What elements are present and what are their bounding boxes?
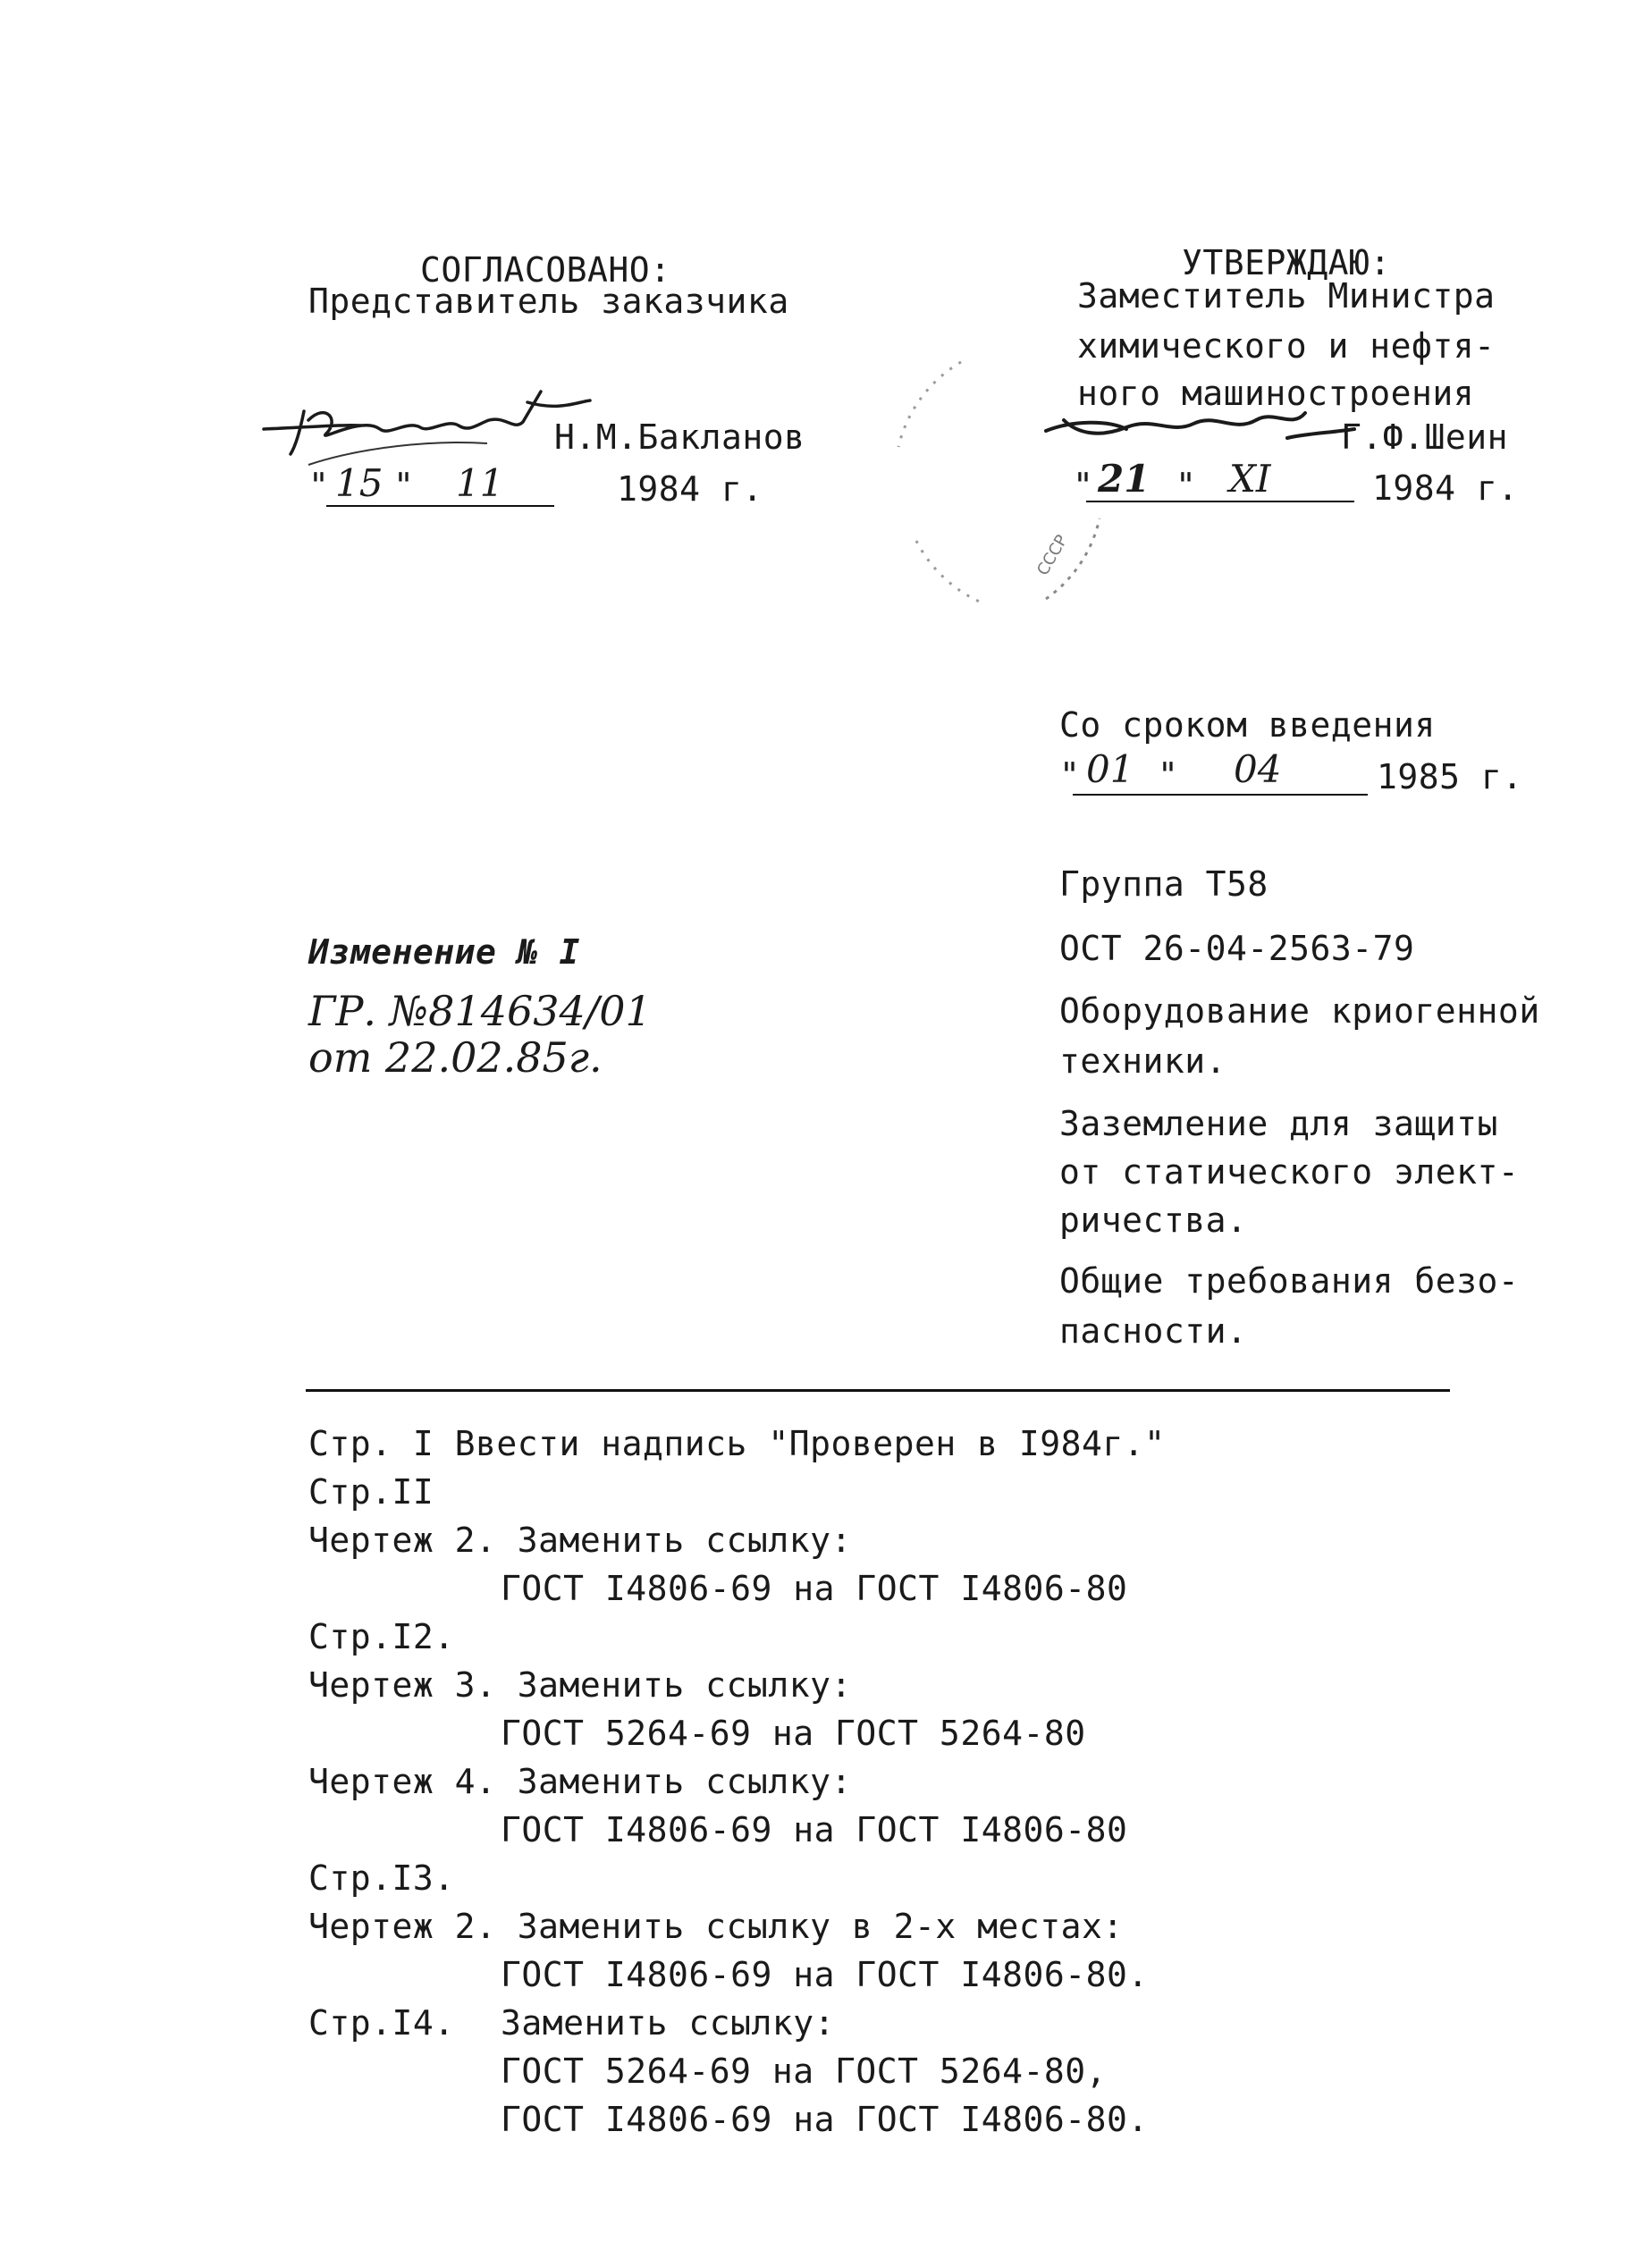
- changes-line-3: Чертеж 2. Заменить ссылку:: [308, 1521, 852, 1560]
- approval-right-date-month: XI: [1229, 457, 1271, 501]
- section-divider: [306, 1389, 1450, 1392]
- effective-label: Со сроком введения: [1059, 705, 1436, 745]
- approval-left-signature-name: Н.М.Бакланов: [554, 417, 805, 457]
- change-reg-line1: ГР. №814634/01: [308, 987, 652, 1035]
- approval-right-role-line1: Заместитель Министра: [1077, 276, 1496, 316]
- changes-line-6: Чертеж 3. Заменить ссылку:: [308, 1665, 852, 1705]
- approval-right-date-quote-open: ": [1073, 466, 1094, 505]
- effective-year: 1985 г.: [1377, 757, 1523, 796]
- approval-left-heading: СОГЛАСОВАНО:: [420, 250, 671, 290]
- changes-line-9: ГОСТ I4806-69 на ГОСТ I4806-80: [501, 1810, 1128, 1849]
- effective-quote-close: ": [1158, 755, 1179, 795]
- changes-line-16: ГОСТ I4806-69 на ГОСТ I4806-80.: [501, 2100, 1149, 2139]
- effective-quote-open: ": [1059, 755, 1081, 795]
- changes-line-13: Стр.I4.: [308, 2003, 455, 2043]
- signature-right: [1037, 393, 1359, 465]
- standard-group: Группа Т58: [1059, 864, 1268, 904]
- changes-line-1: Стр. I Ввести надпись "Проверен в I984г.": [308, 1424, 1166, 1463]
- changes-line-12: ГОСТ I4806-69 на ГОСТ I4806-80.: [501, 1955, 1149, 1994]
- approval-left-date-underline: [326, 505, 554, 507]
- standard-title-l5: ричества.: [1059, 1201, 1248, 1240]
- standard-title-l3: Заземление для защиты: [1059, 1104, 1498, 1143]
- approval-right-date-quote-close: ": [1176, 466, 1197, 505]
- change-title: Изменение № I: [308, 932, 580, 972]
- approval-left-date-day: 15: [335, 461, 384, 505]
- changes-line-7: ГОСТ 5264-69 на ГОСТ 5264-80: [501, 1714, 1086, 1753]
- approval-left-date-quote-close: ": [393, 466, 415, 505]
- approval-right-role-line3: ного машиностроения: [1077, 374, 1475, 413]
- standard-title-l1: Оборудование криогенной: [1059, 991, 1540, 1031]
- changes-line-2: Стр.II: [308, 1472, 434, 1512]
- change-reg-line2: от 22.02.85г.: [308, 1033, 603, 1082]
- approval-left-date-quote-open: ": [308, 466, 330, 505]
- effective-underline: [1073, 794, 1368, 796]
- approval-right-date-underline: [1086, 501, 1354, 502]
- standard-title-l6: Общие требования безо-: [1059, 1261, 1520, 1301]
- changes-line-11: Чертеж 2. Заменить ссылку в 2-х местах:: [308, 1907, 1124, 1946]
- changes-line-14: Заменить ссылку:: [501, 2003, 836, 2043]
- effective-month: 04: [1234, 747, 1282, 791]
- approval-right-role-line2: химического и нефтя-: [1077, 326, 1496, 366]
- standard-title-l7: пасности.: [1059, 1311, 1248, 1351]
- changes-line-15: ГОСТ 5264-69 на ГОСТ 5264-80,: [501, 2052, 1107, 2091]
- approval-right-heading: УТВЕРЖДАЮ:: [1182, 243, 1391, 282]
- standard-code: ОСТ 26-04-2563-79: [1059, 929, 1415, 968]
- standard-title-l2: техники.: [1059, 1041, 1227, 1081]
- signature-left: [255, 384, 594, 483]
- approval-left-date-month: 11: [456, 461, 504, 505]
- standard-title-l4: от статического элект-: [1059, 1152, 1520, 1192]
- stamp-text: СССР: [1033, 531, 1072, 579]
- changes-line-4: ГОСТ I4806-69 на ГОСТ I4806-80: [501, 1569, 1128, 1608]
- approval-right-date-year: 1984 г.: [1372, 468, 1519, 508]
- approval-right-signature-name: Г.Ф.Шеин: [1341, 417, 1509, 457]
- approval-left-date-year: 1984 г.: [617, 469, 763, 509]
- changes-line-8: Чертеж 4. Заменить ссылку:: [308, 1762, 852, 1801]
- approval-right-date-day: 21: [1098, 457, 1150, 501]
- effective-day: 01: [1086, 747, 1134, 791]
- changes-line-5: Стр.I2.: [308, 1617, 455, 1656]
- approval-left-role: Представитель заказчика: [308, 282, 789, 321]
- changes-line-10: Стр.I3.: [308, 1858, 455, 1898]
